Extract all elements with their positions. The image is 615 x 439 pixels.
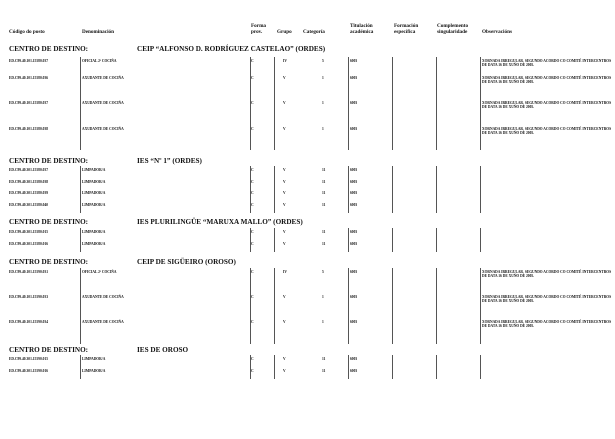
cell-denominacion: OFICIAL 2ª COCIÑA bbox=[82, 59, 117, 63]
header-formacion-line1: Formación bbox=[394, 23, 419, 29]
section-heading bbox=[9, 218, 303, 226]
section-heading bbox=[9, 45, 325, 53]
cell-grupo: V bbox=[283, 295, 286, 299]
column-divider bbox=[480, 240, 481, 252]
cell-denominacion: OFICIAL 2ª COCIÑA bbox=[82, 270, 117, 274]
cell-grupo: IV bbox=[283, 59, 287, 63]
header-formacion-line2: específica bbox=[394, 28, 416, 35]
cell-denominacion: AXUDANTE DE COCIÑA bbox=[82, 320, 124, 324]
cell-categoria: 11 bbox=[322, 168, 326, 172]
column-divider bbox=[274, 355, 275, 367]
column-divider bbox=[348, 189, 349, 201]
column-divider bbox=[250, 318, 251, 344]
column-divider bbox=[250, 201, 251, 213]
column-divider bbox=[480, 57, 481, 74]
cell-forma: C bbox=[251, 101, 254, 105]
column-divider bbox=[480, 99, 481, 125]
column-divider bbox=[80, 228, 81, 240]
column-divider bbox=[80, 166, 81, 178]
cell-titulacion: 6003 bbox=[350, 270, 358, 274]
cell-forma: C bbox=[251, 180, 254, 184]
header-categoria: Categoría bbox=[303, 29, 325, 35]
column-divider bbox=[250, 125, 251, 150]
header-complemento-line2: singularidade bbox=[437, 28, 468, 35]
column-divider bbox=[436, 201, 437, 213]
column-divider bbox=[80, 201, 81, 213]
cell-forma: C bbox=[251, 59, 254, 63]
column-divider bbox=[392, 355, 393, 367]
column-divider bbox=[480, 293, 481, 318]
column-divider bbox=[436, 318, 437, 344]
column-divider bbox=[274, 268, 275, 293]
cell-categoria: 11 bbox=[322, 230, 326, 234]
header-denominacion: Denominación bbox=[82, 29, 114, 35]
cell-denominacion: AXUDANTE DE COCIÑA bbox=[82, 101, 124, 105]
column-divider bbox=[480, 268, 481, 293]
header-forma-line2: prov. bbox=[251, 28, 263, 35]
column-divider bbox=[436, 228, 437, 240]
cell-categoria: 11 bbox=[322, 180, 326, 184]
cell-grupo: V bbox=[283, 191, 286, 195]
center-label: CENTRO DE DESTINO: bbox=[9, 218, 89, 226]
header-forma-line1: Forma bbox=[251, 23, 266, 29]
cell-observacions: XORNADA IRREGULAR, SEGUNDO ACORDO CO COMITÉ INTERCENTROS DE DATA 16 DE XUÑO DE 2005. bbox=[482, 76, 612, 85]
column-divider bbox=[250, 74, 251, 99]
cell-code: ED.C99.40.101.15580.037 bbox=[9, 59, 49, 63]
column-divider bbox=[250, 268, 251, 293]
column-divider bbox=[274, 293, 275, 318]
cell-code: ED.C99.40.301.15580.015 bbox=[9, 230, 49, 234]
column-divider bbox=[80, 240, 81, 252]
column-divider bbox=[80, 268, 81, 293]
column-divider bbox=[250, 166, 251, 178]
column-divider bbox=[80, 99, 81, 125]
cell-categoria: 5 bbox=[322, 270, 324, 274]
cell-titulacion: 6003 bbox=[350, 101, 358, 105]
cell-titulacion: 6003 bbox=[350, 59, 358, 63]
column-divider bbox=[480, 178, 481, 189]
column-divider bbox=[250, 189, 251, 201]
cell-denominacion: AXUDANTE DE COCIÑA bbox=[82, 127, 124, 131]
cell-forma: C bbox=[251, 203, 254, 207]
header-complemento-line1: Complemento bbox=[437, 23, 469, 29]
cell-titulacion: 6003 bbox=[350, 295, 358, 299]
column-divider bbox=[392, 99, 393, 125]
cell-categoria: 1 bbox=[322, 320, 324, 324]
cell-observacions: XORNADA IRREGULAR, SEGUNDO ACORDO CO COMITÉ INTERCENTROS DE DATA 16 DE XUÑO DE 2005. bbox=[482, 127, 612, 136]
column-divider bbox=[348, 268, 349, 293]
column-divider bbox=[80, 57, 81, 74]
column-divider bbox=[250, 367, 251, 379]
column-divider bbox=[80, 178, 81, 189]
cell-code: ED.C99.40.301.15580.040 bbox=[9, 203, 49, 207]
column-divider bbox=[392, 189, 393, 201]
column-divider bbox=[250, 355, 251, 367]
center-label: CENTRO DE DESTINO: bbox=[9, 346, 89, 354]
cell-observacions: XORNADA IRREGULAR, SEGUNDO ACORDO CO COMITÉ INTERCENTROS DE DATA 16 DE XUÑO DE 2005. bbox=[482, 101, 612, 110]
cell-grupo: V bbox=[283, 76, 286, 80]
column-divider bbox=[274, 178, 275, 189]
cell-categoria: 11 bbox=[322, 191, 326, 195]
column-divider bbox=[392, 240, 393, 252]
cell-grupo: V bbox=[283, 320, 286, 324]
cell-denominacion: LIMPADOR/A bbox=[82, 369, 106, 373]
cell-denominacion: LIMPADOR/A bbox=[82, 191, 106, 195]
cell-grupo: V bbox=[283, 242, 286, 246]
column-divider bbox=[348, 293, 349, 318]
cell-code: ED.C99.40.301.15590.016 bbox=[9, 369, 49, 373]
column-divider bbox=[80, 367, 81, 379]
cell-denominacion: LIMPADOR/A bbox=[82, 242, 106, 246]
cell-categoria: 1 bbox=[322, 101, 324, 105]
cell-grupo: V bbox=[283, 203, 286, 207]
column-divider bbox=[80, 293, 81, 318]
cell-grupo: V bbox=[283, 180, 286, 184]
cell-titulacion: 6003 bbox=[350, 203, 358, 207]
column-divider bbox=[392, 57, 393, 74]
cell-forma: C bbox=[251, 320, 254, 324]
column-divider bbox=[436, 166, 437, 178]
column-divider bbox=[274, 228, 275, 240]
column-divider bbox=[250, 293, 251, 318]
column-divider bbox=[436, 367, 437, 379]
column-divider bbox=[392, 293, 393, 318]
column-divider bbox=[348, 228, 349, 240]
cell-titulacion: 6003 bbox=[350, 357, 358, 361]
cell-denominacion: LIMPADOR/A bbox=[82, 168, 106, 172]
center-name: CEIP DE SIGÜEIRO (OROSO) bbox=[137, 258, 236, 266]
column-divider bbox=[274, 57, 275, 74]
cell-titulacion: 6003 bbox=[350, 168, 358, 172]
cell-categoria: 1 bbox=[322, 127, 324, 131]
column-divider bbox=[250, 99, 251, 125]
cell-code: ED.C99.40.301.15580.039 bbox=[9, 191, 49, 195]
center-name: CEIP “ALFONSO D. RODRÍGUEZ CASTELAO” (ORDES) bbox=[137, 45, 326, 53]
cell-denominacion: LIMPADOR/A bbox=[82, 230, 106, 234]
cell-forma: C bbox=[251, 242, 254, 246]
column-divider bbox=[480, 166, 481, 178]
cell-categoria: 1 bbox=[322, 76, 324, 80]
cell-code: ED.C99.40.301.15580.016 bbox=[9, 242, 49, 246]
cell-code: ED.C99.40.301.15580.037 bbox=[9, 168, 49, 172]
cell-forma: C bbox=[251, 295, 254, 299]
cell-grupo: V bbox=[283, 101, 286, 105]
column-divider bbox=[436, 74, 437, 99]
cell-observacions: XORNADA IRREGULAR, SEGUNDO ACORDO CO COMITÉ INTERCENTROS DE DATA 16 DE XUÑO DE 2005. bbox=[482, 320, 612, 329]
column-divider bbox=[436, 125, 437, 150]
column-divider bbox=[348, 74, 349, 99]
column-divider bbox=[392, 125, 393, 150]
column-divider bbox=[480, 189, 481, 201]
cell-code: ED.C99.40.101.15590.033 bbox=[9, 295, 49, 299]
cell-grupo: V bbox=[283, 127, 286, 131]
cell-denominacion: AXUDANTE DE COCIÑA bbox=[82, 76, 124, 80]
cell-categoria: 11 bbox=[322, 203, 326, 207]
column-divider bbox=[436, 178, 437, 189]
column-divider bbox=[348, 57, 349, 74]
cell-code: ED.C99.40.301.15590.015 bbox=[9, 357, 49, 361]
cell-grupo: V bbox=[283, 369, 286, 373]
column-divider bbox=[274, 201, 275, 213]
header-titulacion-line2: académica bbox=[350, 28, 374, 35]
cell-categoria: 5 bbox=[322, 59, 324, 63]
column-divider bbox=[392, 178, 393, 189]
column-divider bbox=[250, 228, 251, 240]
column-divider bbox=[80, 125, 81, 150]
cell-forma: C bbox=[251, 270, 254, 274]
column-divider bbox=[392, 166, 393, 178]
column-divider bbox=[274, 99, 275, 125]
column-divider bbox=[250, 178, 251, 189]
center-name: IES DE OROSO bbox=[137, 346, 189, 354]
column-divider bbox=[274, 318, 275, 344]
cell-titulacion: 6003 bbox=[350, 127, 358, 131]
cell-forma: C bbox=[251, 369, 254, 373]
cell-observacions: XORNADA IRREGULAR, SEGUNDO ACORDO CO COMITÉ INTERCENTROS DE DATA 16 DE XUÑO DE 2005. bbox=[482, 270, 612, 279]
column-divider bbox=[436, 268, 437, 293]
cell-categoria: 1 bbox=[322, 295, 324, 299]
cell-categoria: 11 bbox=[322, 242, 326, 246]
cell-titulacion: 6003 bbox=[350, 180, 358, 184]
center-label: CENTRO DE DESTINO: bbox=[9, 45, 89, 53]
header-grupo: Grupo bbox=[277, 29, 292, 35]
cell-code: ED.C99.40.101.15590.034 bbox=[9, 320, 49, 324]
column-divider bbox=[250, 240, 251, 252]
column-divider bbox=[436, 240, 437, 252]
cell-forma: C bbox=[251, 357, 254, 361]
column-divider bbox=[274, 189, 275, 201]
column-divider bbox=[480, 201, 481, 213]
cell-titulacion: 6003 bbox=[350, 230, 358, 234]
column-divider bbox=[80, 189, 81, 201]
cell-code: ED.C99.40.101.15590.031 bbox=[9, 270, 49, 274]
cell-forma: C bbox=[251, 127, 254, 131]
column-divider bbox=[480, 74, 481, 99]
column-divider bbox=[392, 228, 393, 240]
center-label: CENTRO DE DESTINO: bbox=[9, 258, 89, 266]
header-observacions: Observacións bbox=[482, 29, 512, 35]
cell-code: ED.C99.40.101.15580.038 bbox=[9, 127, 49, 131]
center-label: CENTRO DE DESTINO: bbox=[9, 157, 89, 165]
cell-denominacion: LIMPADOR/A bbox=[82, 180, 106, 184]
column-divider bbox=[436, 355, 437, 367]
column-divider bbox=[274, 125, 275, 150]
cell-denominacion: AXUDANTE DE COCIÑA bbox=[82, 295, 124, 299]
column-divider bbox=[348, 99, 349, 125]
cell-observacions: XORNADA IRREGULAR, SEGUNDO ACORDO CO COMITÉ INTERCENTROS DE DATA 16 DE XUÑO DE 2005. bbox=[482, 295, 612, 304]
cell-grupo: IV bbox=[283, 270, 287, 274]
cell-grupo: V bbox=[283, 230, 286, 234]
column-divider bbox=[274, 166, 275, 178]
cell-forma: C bbox=[251, 230, 254, 234]
column-divider bbox=[480, 125, 481, 150]
cell-categoria: 11 bbox=[322, 357, 326, 361]
column-divider bbox=[348, 355, 349, 367]
column-divider bbox=[436, 57, 437, 74]
cell-grupo: V bbox=[283, 357, 286, 361]
column-divider bbox=[392, 367, 393, 379]
column-divider bbox=[392, 74, 393, 99]
center-name: IES PLURILINGÜE “MARUXA MALLO” (ORDES) bbox=[137, 218, 303, 226]
cell-titulacion: 6003 bbox=[350, 369, 358, 373]
column-divider bbox=[480, 228, 481, 240]
column-divider bbox=[274, 74, 275, 99]
column-divider bbox=[250, 57, 251, 74]
cell-code: ED.C99.40.301.15580.038 bbox=[9, 180, 49, 184]
column-divider bbox=[80, 74, 81, 99]
column-divider bbox=[348, 367, 349, 379]
column-divider bbox=[480, 318, 481, 344]
column-divider bbox=[348, 201, 349, 213]
column-divider bbox=[436, 99, 437, 125]
cell-observacions: XORNADA IRREGULAR, SEGUNDO ACORDO CO COMITÉ INTERCENTROS DE DATA 16 DE XUÑO DE 2005. bbox=[482, 59, 612, 68]
cell-denominacion: LIMPADOR/A bbox=[82, 203, 106, 207]
section-heading bbox=[9, 157, 202, 165]
column-divider bbox=[348, 318, 349, 344]
cell-categoria: 11 bbox=[322, 369, 326, 373]
column-divider bbox=[436, 293, 437, 318]
cell-denominacion: LIMPADOR/A bbox=[82, 357, 106, 361]
cell-titulacion: 6003 bbox=[350, 242, 358, 246]
header-codigo: Código do posto bbox=[9, 29, 45, 35]
section-heading bbox=[9, 346, 188, 354]
cell-grupo: V bbox=[283, 168, 286, 172]
cell-forma: C bbox=[251, 168, 254, 172]
column-divider bbox=[392, 318, 393, 344]
cell-titulacion: 6003 bbox=[350, 320, 358, 324]
center-name: IES “Nº 1” (ORDES) bbox=[137, 157, 202, 165]
column-divider bbox=[436, 189, 437, 201]
cell-code: ED.C99.40.101.15580.036 bbox=[9, 76, 49, 80]
column-divider bbox=[392, 268, 393, 293]
cell-titulacion: 6003 bbox=[350, 76, 358, 80]
column-divider bbox=[274, 240, 275, 252]
column-divider bbox=[348, 166, 349, 178]
column-divider bbox=[80, 355, 81, 367]
column-divider bbox=[80, 318, 81, 344]
section-heading bbox=[9, 258, 236, 266]
cell-titulacion: 6003 bbox=[350, 191, 358, 195]
column-divider bbox=[392, 201, 393, 213]
column-divider bbox=[274, 367, 275, 379]
cell-forma: C bbox=[251, 76, 254, 80]
cell-code: ED.C99.40.101.15580.037 bbox=[9, 101, 49, 105]
column-divider bbox=[480, 367, 481, 379]
cell-forma: C bbox=[251, 191, 254, 195]
column-divider bbox=[348, 125, 349, 150]
column-divider bbox=[348, 178, 349, 189]
column-divider bbox=[348, 240, 349, 252]
header-titulacion-line1: Titulación bbox=[350, 23, 373, 29]
column-divider bbox=[480, 355, 481, 367]
